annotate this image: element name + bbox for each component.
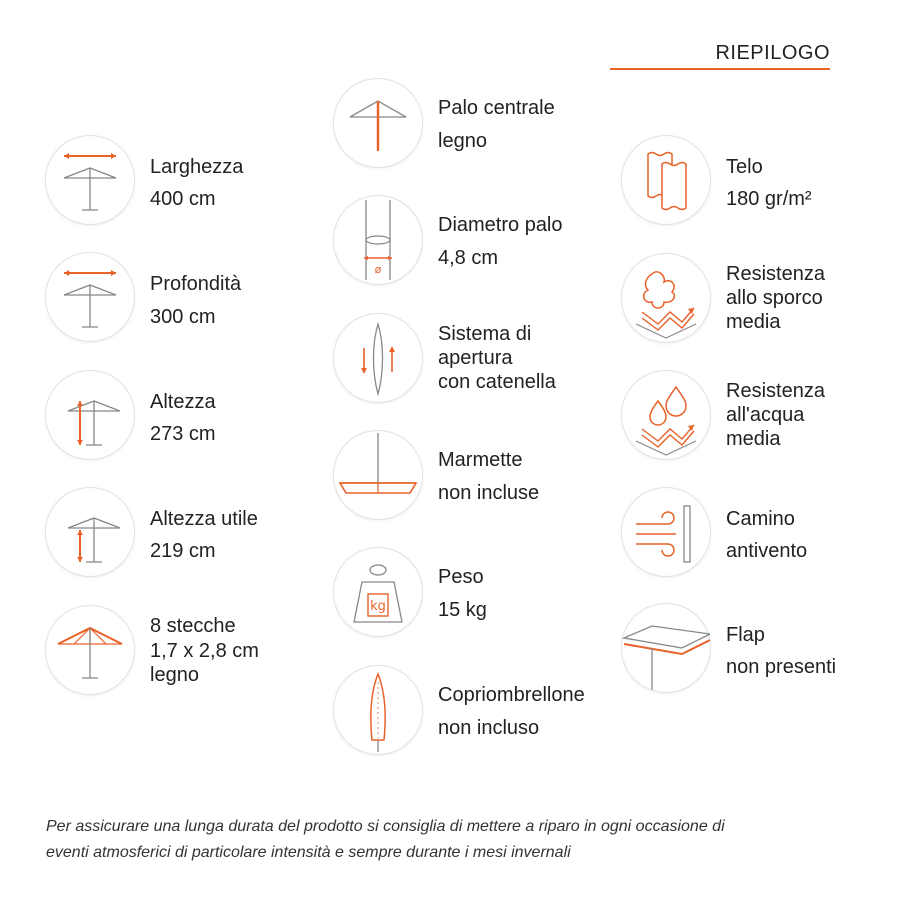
pulley-opening-icon bbox=[333, 313, 423, 403]
spec-label: Altezza utile bbox=[150, 508, 258, 530]
care-note-line: Per assicurare una lunga durata del prodotto si consiglia di mettere a riparo in ogni occasione di bbox=[46, 818, 725, 835]
base-tiles-icon bbox=[333, 430, 423, 520]
care-note-line: eventi atmosferici di particolare intensità e sempre durante i mesi invernali bbox=[46, 844, 571, 861]
spec-label: Palo centrale bbox=[438, 97, 555, 119]
dirt-resistance-icon bbox=[621, 253, 711, 343]
spec-value: non incluse bbox=[438, 482, 540, 504]
spec-value: legno bbox=[438, 130, 487, 152]
umbrella-cover-icon bbox=[333, 665, 423, 755]
spec-line: allo sporco bbox=[726, 287, 823, 309]
spec-line: apertura bbox=[438, 347, 513, 369]
svg-text:ø: ø bbox=[374, 263, 382, 276]
spec-value: 219 cm bbox=[150, 540, 216, 562]
spec-label: Marmette bbox=[438, 449, 523, 471]
spec-value: non incluso bbox=[438, 717, 540, 739]
umbrella-ribs-icon bbox=[45, 605, 135, 695]
spec-label: Telo bbox=[726, 156, 763, 178]
umbrella-depth-icon bbox=[45, 252, 135, 342]
spec-line: media bbox=[726, 428, 781, 450]
umbrella-height-icon bbox=[45, 370, 135, 460]
spec-line: Sistema di bbox=[438, 323, 532, 345]
summary-title: RIEPILOGO bbox=[715, 42, 830, 64]
spec-label: Copriombrellone bbox=[438, 684, 585, 706]
spec-value: non presenti bbox=[726, 656, 837, 678]
spec-line: all'acqua bbox=[726, 404, 805, 426]
spec-label: Peso bbox=[438, 566, 484, 588]
spec-value: 4,8 cm bbox=[438, 247, 499, 269]
spec-label: Flap bbox=[726, 624, 765, 646]
central-pole-icon bbox=[333, 78, 423, 168]
spec-value: 273 cm bbox=[150, 423, 216, 445]
spec-value: 180 gr/m² bbox=[726, 188, 812, 210]
fabric-canvas-icon bbox=[621, 135, 711, 225]
water-resistance-icon bbox=[621, 370, 711, 460]
wind-vent-icon bbox=[621, 487, 711, 577]
flap-icon bbox=[621, 603, 711, 693]
summary-header bbox=[610, 40, 830, 70]
kg-glyph: kg bbox=[370, 599, 386, 614]
spec-line: Resistenza bbox=[726, 380, 825, 402]
spec-label: Larghezza bbox=[150, 156, 244, 178]
weight-kg-icon bbox=[333, 547, 423, 637]
spec-label: Camino bbox=[726, 508, 795, 530]
spec-label: Profondità bbox=[150, 273, 242, 295]
spec-line: media bbox=[726, 311, 781, 333]
pole-diameter-icon bbox=[333, 195, 423, 285]
spec-line: legno bbox=[150, 664, 199, 686]
spec-value: antivento bbox=[726, 540, 808, 562]
spec-line: 8 stecche bbox=[150, 615, 236, 637]
spec-label: Diametro palo bbox=[438, 214, 563, 236]
care-note bbox=[46, 814, 866, 866]
spec-value: 300 cm bbox=[150, 306, 216, 328]
spec-line: Resistenza bbox=[726, 263, 825, 285]
spec-line: 1,7 x 2,8 cm bbox=[150, 640, 259, 662]
umbrella-usable-height-icon bbox=[45, 487, 135, 577]
spec-value: 15 kg bbox=[438, 599, 487, 621]
spec-value: 400 cm bbox=[150, 188, 216, 210]
summary-title-underline bbox=[610, 68, 830, 70]
spec-line: con catenella bbox=[438, 371, 556, 393]
spec-label: Altezza bbox=[150, 391, 216, 413]
umbrella-width-icon bbox=[45, 135, 135, 225]
